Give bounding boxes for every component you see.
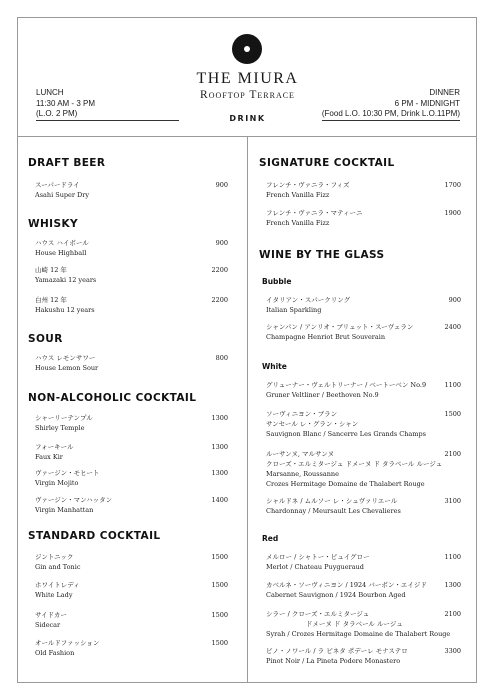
item-en: Old Fashion — [35, 649, 75, 657]
item-jp: フレンチ・ヴァニラ・マティーニ — [266, 209, 363, 217]
lunch-hours — [36, 88, 179, 121]
item-en: Merlot / Chateau Puygueraud — [266, 563, 364, 571]
item-en: Yamazaki 12 years — [35, 276, 97, 284]
item-en: Shirley Temple — [35, 424, 85, 432]
item-price: 1100 — [444, 381, 461, 389]
dinner-hours — [322, 88, 460, 121]
item-jp: 白州 12 年 — [35, 296, 67, 304]
subsection-title-red: Red — [262, 534, 279, 543]
item-price: 1300 — [211, 443, 228, 451]
item-jp: シャンパン / アンリオ・ブリュット・スーヴェラン — [266, 323, 414, 331]
item-jp: シャルドネ / ムルソー レ・シュヴァリエール — [266, 497, 398, 505]
item-jp: スーパードライ — [35, 181, 80, 189]
section-title-sour: SOUR — [28, 333, 63, 345]
item-jp: イタリアン・スパークリング — [266, 296, 351, 304]
item-price: 1300 — [444, 581, 461, 589]
item-price: 900 — [215, 181, 228, 189]
item-jp: ルーサンヌ, マルサンヌ — [266, 450, 334, 458]
item-en: White Lady — [35, 591, 73, 599]
section-title-signature: SIGNATURE COCKTAIL — [259, 157, 395, 169]
brand-name: THE MIURA — [196, 70, 299, 87]
lunch-last-order: (L.O. 2 PM) — [36, 109, 179, 121]
item-en: Marsanne, Roussanne — [266, 470, 339, 478]
menu-item — [35, 610, 67, 630]
item-jp-line2: ドメーヌ ド タラベール ルージュ — [306, 620, 403, 628]
item-en: Virgin Mojito — [35, 479, 79, 487]
item-price: 1500 — [444, 410, 461, 418]
menu-item — [35, 638, 99, 658]
section-title-non-alcoholic: NON-ALCOHOLIC COCKTAIL — [28, 392, 197, 404]
item-price: 3100 — [444, 497, 461, 505]
item-jp: ヴァージン・モヒート — [35, 469, 100, 477]
brand-subtitle: Rooftop Terrace — [200, 89, 295, 101]
item-en: Asahi Super Dry — [35, 191, 90, 199]
item-jp: グリューナー・ヴェルトリーナー / ベートーベン No.9 — [266, 381, 427, 389]
dinner-title: DINNER — [429, 88, 460, 97]
item-price: 1700 — [444, 181, 461, 189]
item-jp: フレンチ・ヴァニラ・フィズ — [266, 181, 350, 189]
menu-item — [266, 208, 363, 228]
menu-item — [35, 580, 80, 600]
item-en: Syrah / Crozes Hermitage Domaine de Thalabert Rouge — [266, 630, 451, 638]
item-en: Virgin Manhattan — [35, 506, 94, 514]
item-jp: 山崎 12 年 — [35, 266, 67, 274]
dinner-time: 6 PM - MIDNIGHT — [394, 98, 460, 108]
item-price: 900 — [215, 239, 228, 247]
section-title-standard: STANDARD COCKTAIL — [28, 530, 161, 542]
item-en: French Vanilla Fizz — [266, 219, 330, 227]
item-en: Hakushu 12 years — [35, 306, 95, 314]
column-divider — [247, 137, 248, 683]
item-price: 1500 — [211, 611, 228, 619]
item-jp: シラー / クローズ・エルミタージュ — [266, 610, 370, 618]
item-en: Chardonnay / Meursault Les Chevalieres — [266, 507, 401, 515]
menu-item — [35, 442, 74, 462]
item-jp: ハウス ハイボール — [35, 239, 89, 247]
item-jp: ホワイトレディ — [35, 581, 80, 589]
menu-item — [266, 380, 426, 400]
section-title-draft-beer: DRAFT BEER — [28, 157, 106, 169]
item-en: Pinot Noir / La Pineta Podere Monastero — [266, 657, 401, 665]
item-price: 1300 — [211, 414, 228, 422]
subsection-title-bubble: Bubble — [262, 277, 292, 286]
item-price: 800 — [215, 354, 228, 362]
menu-item — [266, 496, 401, 516]
item-price: 1500 — [211, 553, 228, 561]
menu-item — [35, 265, 96, 285]
menu-item — [35, 295, 95, 315]
item-jp: ジントニック — [35, 553, 74, 561]
menu-item — [35, 413, 93, 433]
item-en: Sidecar — [35, 621, 61, 629]
dinner-last-order: (Food L.O. 10:30 PM, Drink L.O.11PM) — [322, 109, 460, 121]
item-jp: シャーリーテンプル — [35, 414, 93, 422]
item-price: 2200 — [211, 296, 228, 304]
menu-item — [266, 180, 350, 200]
item-jp: メルロー / シャトー・ピュイグロー — [266, 553, 370, 561]
item-price: 900 — [448, 296, 461, 304]
item-price: 1300 — [211, 469, 228, 477]
menu-item — [266, 409, 426, 439]
menu-item — [35, 552, 80, 572]
item-price: 1400 — [211, 496, 228, 504]
item-en: Sauvignon Blanc / Sancerre Les Grands Champs — [266, 430, 426, 438]
item-en: Gruner Veltliner / Beethoven No.9 — [266, 391, 379, 399]
subsection-title-white: White — [262, 362, 287, 371]
menu-item — [266, 552, 370, 572]
menu-item — [266, 295, 350, 315]
item-price: 1100 — [444, 553, 461, 561]
menu-item — [35, 495, 112, 515]
menu-item — [35, 353, 98, 373]
menu-item — [266, 580, 427, 600]
menu-item — [35, 238, 89, 258]
menu-item — [35, 180, 89, 200]
item-price: 2100 — [444, 610, 461, 618]
menu-item — [266, 646, 408, 666]
item-price: 2200 — [211, 266, 228, 274]
item-jp: オールドファッション — [35, 639, 100, 647]
menu-item — [266, 322, 413, 342]
item-price: 2400 — [444, 323, 461, 331]
item-price: 1500 — [211, 581, 228, 589]
menu-type-label: DRINK — [229, 114, 266, 123]
item-price: 3300 — [444, 647, 461, 655]
item-en: House Lemon Sour — [35, 364, 99, 372]
item-en: Champagne Henriot Brut Souverain — [266, 333, 386, 341]
item-price: 2100 — [444, 450, 461, 458]
lunch-time: 11:30 AM - 3 PM — [36, 98, 95, 108]
item-price: 1900 — [444, 209, 461, 217]
menu-item — [35, 468, 99, 488]
section-title-wine: WINE BY THE GLASS — [259, 249, 385, 261]
item-price: 1500 — [211, 639, 228, 647]
menu-item — [266, 449, 442, 489]
item-en: French Vanilla Fizz — [266, 191, 330, 199]
item-jp: ハウス レモンサワー — [35, 354, 96, 362]
item-jp: ヴァージン・マンハッタン — [35, 496, 113, 504]
item-jp: ピノ・ノワール / ラ ピネタ ポデーレ モナステロ — [266, 647, 408, 655]
item-jp: フォーキール — [35, 443, 74, 451]
lunch-title: LUNCH — [36, 88, 64, 97]
item-jp: サイドカー — [35, 611, 67, 619]
item-en-line2: Crozes Hermitage Domaine de Thalabert Rouge — [266, 480, 425, 488]
item-en: Cabernet Sauvignon / 1924 Bourbon Aged — [266, 591, 406, 599]
section-title-whisky: WHISKY — [28, 218, 78, 230]
item-en: Faux Kir — [35, 453, 63, 461]
item-jp-line2: クローズ・エルミタージュ ドメーヌ ド タラベール ルージュ — [266, 460, 443, 468]
item-en: Italian Sparkling — [266, 306, 322, 314]
item-jp-line2: サンセール レ・グラン・シャン — [266, 420, 359, 428]
item-jp: ソーヴィニヨン・ブラン — [266, 410, 338, 418]
item-en: House Highball — [35, 249, 87, 257]
item-en: Gin and Tonic — [35, 563, 81, 571]
item-jp: カベルネ・ソーヴィニヨン / 1924 バーボン・エイジド — [266, 581, 427, 589]
logo-icon — [232, 34, 262, 64]
